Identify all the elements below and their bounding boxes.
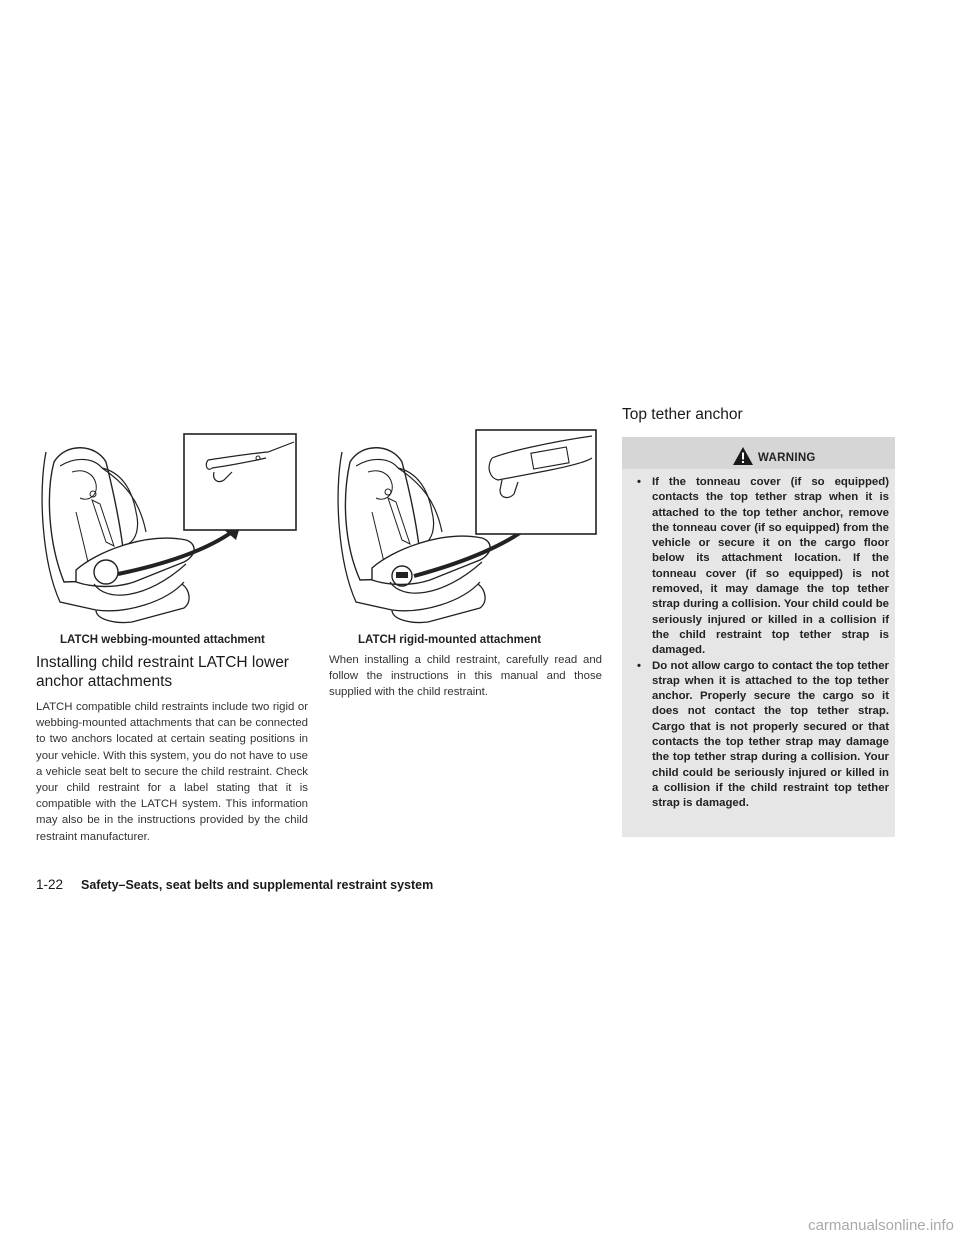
warning-item-text: Do not allow cargo to contact the top tether strap when it is attached to the top tether anchor. Properly secure the cargo so it does not contact the top tether strap. Cargo that is not properly secured or that contacts the top tether strap may damage the top tether strap during a collision. Your child could be seriously injured or killed in a collision if the child restraint top tether strap is damaged. bbox=[652, 659, 889, 810]
warning-item bbox=[632, 659, 889, 812]
body-paragraph-installing: When installing a child restraint, carefully read and follow the instructions in this manual and those supplied with the child restraint. bbox=[329, 654, 602, 699]
body-paragraph-latch: LATCH compatible child restraints include two rigid or webbing-mounted attachments that can be connected to two anchors located at certain seating positions in your vehicle. With this system, you do not have to use a vehicle seat belt to secure the child restraint. Check your child restraint for a label stating that it is compatible with the LATCH system. This information may also be in the instructions provided by the child restraint manufacturer. bbox=[36, 701, 308, 843]
watermark: carmanualsonline.info bbox=[808, 1217, 954, 1234]
section-heading-top-tether: Top tether anchor bbox=[622, 406, 743, 423]
warning-box bbox=[622, 437, 895, 837]
bullet-icon: • bbox=[637, 659, 641, 672]
warning-item-text: If the tonneau cover (if so equipped) contacts the top tether strap when it is attached to the top tether anchor, remove the tonneau cover (if so equipped) from the vehicle or secure it on the cargo floor below its attachment location. If the tonneau cover (if so equipped) is not removed, it may damage the top tether strap during a collision. Your child could be seriously injured or killed in a collision if the child restraint top tether strap is damaged. bbox=[652, 476, 889, 657]
warning-header bbox=[622, 437, 895, 469]
bullet-icon: • bbox=[637, 476, 641, 488]
figure-caption-webbing: LATCH webbing-mounted attachment bbox=[60, 634, 265, 646]
warning-title: WARNING bbox=[758, 452, 816, 464]
page-number: 1-22 bbox=[36, 877, 64, 892]
footer-section-title: Safety–Seats, seat belts and supplemental restraint system bbox=[81, 878, 434, 892]
figure-rigid-mounted bbox=[336, 428, 602, 628]
figure-caption-rigid: LATCH rigid-mounted attachment bbox=[358, 634, 542, 646]
figure-webbing-mounted bbox=[36, 432, 302, 632]
warning-list bbox=[632, 475, 889, 812]
warning-triangle-icon bbox=[732, 446, 754, 471]
section-heading-latch-lower: Installing child restraint LATCH lower anchor attachments bbox=[36, 654, 289, 690]
warning-item bbox=[632, 475, 889, 659]
